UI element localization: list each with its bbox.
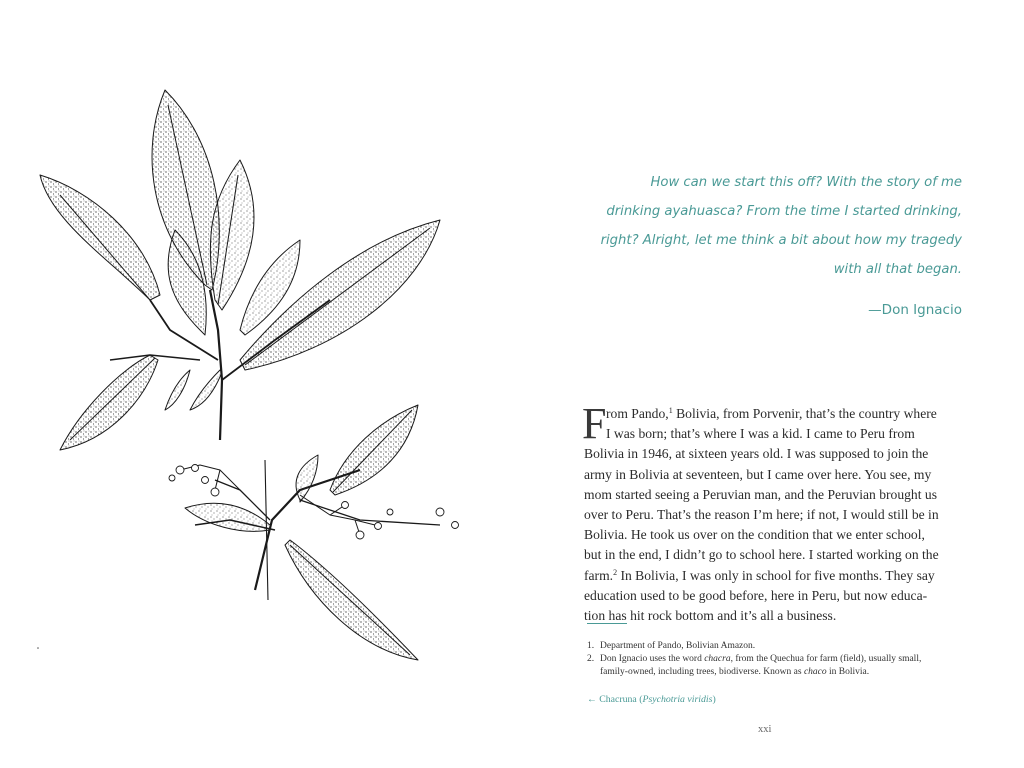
footnote-number: 1. — [587, 641, 595, 651]
body-line: Bolivia. He took us over on the condition that we enter school, — [584, 527, 925, 543]
latin-name: Psychotria viridis — [642, 694, 713, 705]
text-page — [512, 0, 1024, 768]
epigraph-attribution: —Don Ignacio — [868, 302, 962, 318]
body-line: but in the end, I didn’t go to school here. I started working on the — [584, 547, 939, 563]
drop-cap: F — [582, 399, 607, 448]
epigraph-line: drinking ayahuasca? From the time I started drinking, — [606, 204, 962, 219]
epigraph-line: right? Alright, let me think a bit about how my tragedy — [600, 233, 962, 248]
arrow-left-icon: ← — [587, 694, 597, 705]
epigraph-line: How can we start this off? With the story of me — [650, 175, 962, 190]
page-number: xxi — [758, 724, 772, 735]
footnote-1 — [587, 640, 967, 653]
footnotes — [587, 640, 967, 679]
body-line: army in Bolivia at seventeen, but I came over here. You see, my — [584, 466, 932, 482]
footnote-text: Don Ignacio uses the word chacra, from the Quechua for farm (field), usually small, family-owned, including trees, biodiverse. Known as chaco in Bolivia. — [600, 654, 922, 677]
body-line: rom Pando,$^1$ Bolivia, from Porvenir, that’s the country where — [606, 406, 937, 421]
illustration-caption: ← Chacruna (Psychotria viridis) — [587, 694, 716, 705]
body-line: over to Peru. That’s the reason I’m here; if not, I would still be in — [584, 507, 939, 523]
body-paragraph — [582, 399, 962, 626]
body-line: I was born; that’s where I was a kid. I came to Peru from — [606, 426, 915, 442]
footnote-ref-1[interactable]: 1 — [668, 406, 673, 415]
footnote-ref-2[interactable]: 2 — [613, 567, 618, 577]
epigraph-line: with all that began. — [833, 262, 962, 277]
body-line: tion has hit rock bottom and it’s all a business. — [584, 608, 837, 624]
footnote-number: 2. — [587, 654, 595, 664]
footnote-divider — [587, 623, 627, 624]
epigraph — [582, 168, 962, 284]
body-line: mom started seeing a Peruvian man, and the Peruvian brought us — [584, 486, 937, 502]
footnote-text: Department of Pando, Bolivian Amazon. — [600, 641, 756, 651]
body-line: Bolivia in 1946, at sixteen years old. I was supposed to join the — [584, 446, 929, 462]
footnote-2 — [587, 653, 967, 679]
body-line: education used to be good before, here in Peru, but now educa- — [584, 587, 928, 603]
body-line: farm.$^2$ In Bolivia, I was only in school for five months. They say — [584, 567, 935, 583]
